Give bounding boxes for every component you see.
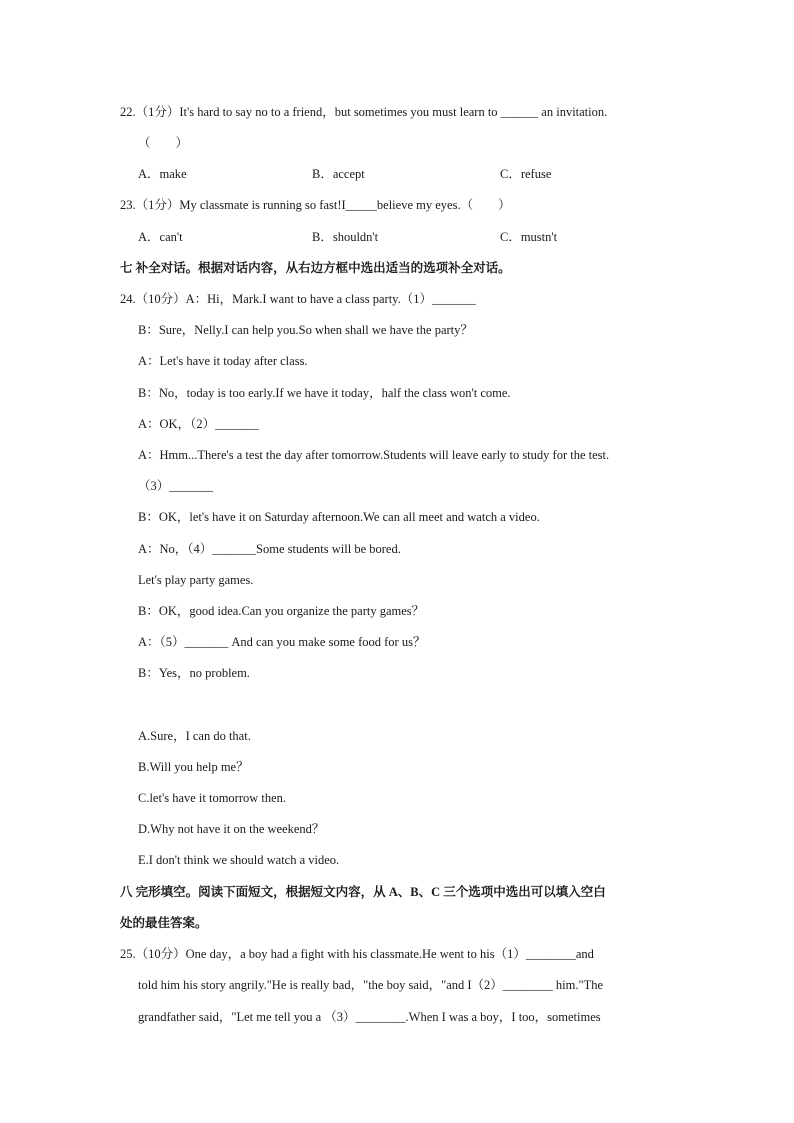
q24-choice-e: E.I don't think we should watch a video. (138, 853, 340, 867)
q24-line-6: A：Hmm...There's a test the day after tomorrow.Students will leave early to study for the test. (138, 448, 610, 462)
q25-line-3: grandfather said，"Let me tell you a （3）________.When I was a boy，I too，sometimes (138, 1010, 601, 1024)
q22-option-a: A．make (138, 167, 187, 181)
q24-line-11: B：OK，good idea.Can you organize the party games？ (138, 604, 425, 618)
q22-stem: 22.（1分）It's hard to say no to a friend，but sometimes you must learn to ______ an invitation. (120, 105, 608, 119)
q22-paren: （ ） (138, 136, 189, 150)
q24-line-9: A：No，（4）_______Some students will be bored. (138, 542, 401, 556)
q24-line-12: A：（5）_______ And can you make some food for us？ (138, 635, 426, 649)
section8-heading-line-1: 八 完形填空。阅读下面短文，根据短文内容，从 A、B、C 三个选项中选出可以填入空白 (120, 885, 606, 899)
q24-line-1: 24.（10分）A：Hi，Mark.I want to have a class party.（1）_______ (120, 292, 476, 306)
q25-line-1: 25.（10分）One day，a boy had a fight with his classmate.He went to his（1）________and (120, 947, 594, 961)
q24-choice-b: B.Will you help me？ (138, 760, 249, 774)
q23-option-a: A．can't (138, 230, 183, 244)
q24-line-8: B：OK，let's have it on Saturday afternoon.We can all meet and watch a video. (138, 510, 540, 524)
q23-stem: 23.（1分）My classmate is running so fast!I_____believe my eyes.（ ） (120, 198, 511, 212)
q25-line-2: told him his story angrily."He is really bad，"the boy said，"and I（2）________ him."The (138, 978, 604, 992)
q24-line-5: A：OK，（2）_______ (138, 417, 259, 431)
q23-option-c: C．mustn't (500, 230, 558, 244)
q24-line-13: B：Yes，no problem. (138, 666, 250, 680)
q24-choice-d: D.Why not have it on the weekend？ (138, 822, 325, 836)
q22-option-c: C．refuse (500, 167, 552, 181)
q24-line-10: Let's play party games. (138, 573, 254, 587)
section8-heading-line-2: 处的最佳答案。 (120, 916, 208, 930)
q24-choice-a: A.Sure，I can do that. (138, 729, 251, 743)
section7-heading: 七 补全对话。根据对话内容，从右边方框中选出适当的选项补全对话。 (120, 261, 511, 275)
q23-option-b: B．shouldn't (312, 230, 379, 244)
q24-line-4: B：No，today is too early.If we have it today，half the class won't come. (138, 386, 511, 400)
q24-line-2: B：Sure，Nelly.I can help you.So when shall we have the party？ (138, 323, 473, 337)
q24-line-7: （3）_______ (138, 479, 214, 493)
q24-choice-c: C.let's have it tomorrow then. (138, 791, 287, 805)
q24-line-3: A：Let's have it today after class. (138, 354, 308, 368)
q22-option-b: B．accept (312, 167, 365, 181)
